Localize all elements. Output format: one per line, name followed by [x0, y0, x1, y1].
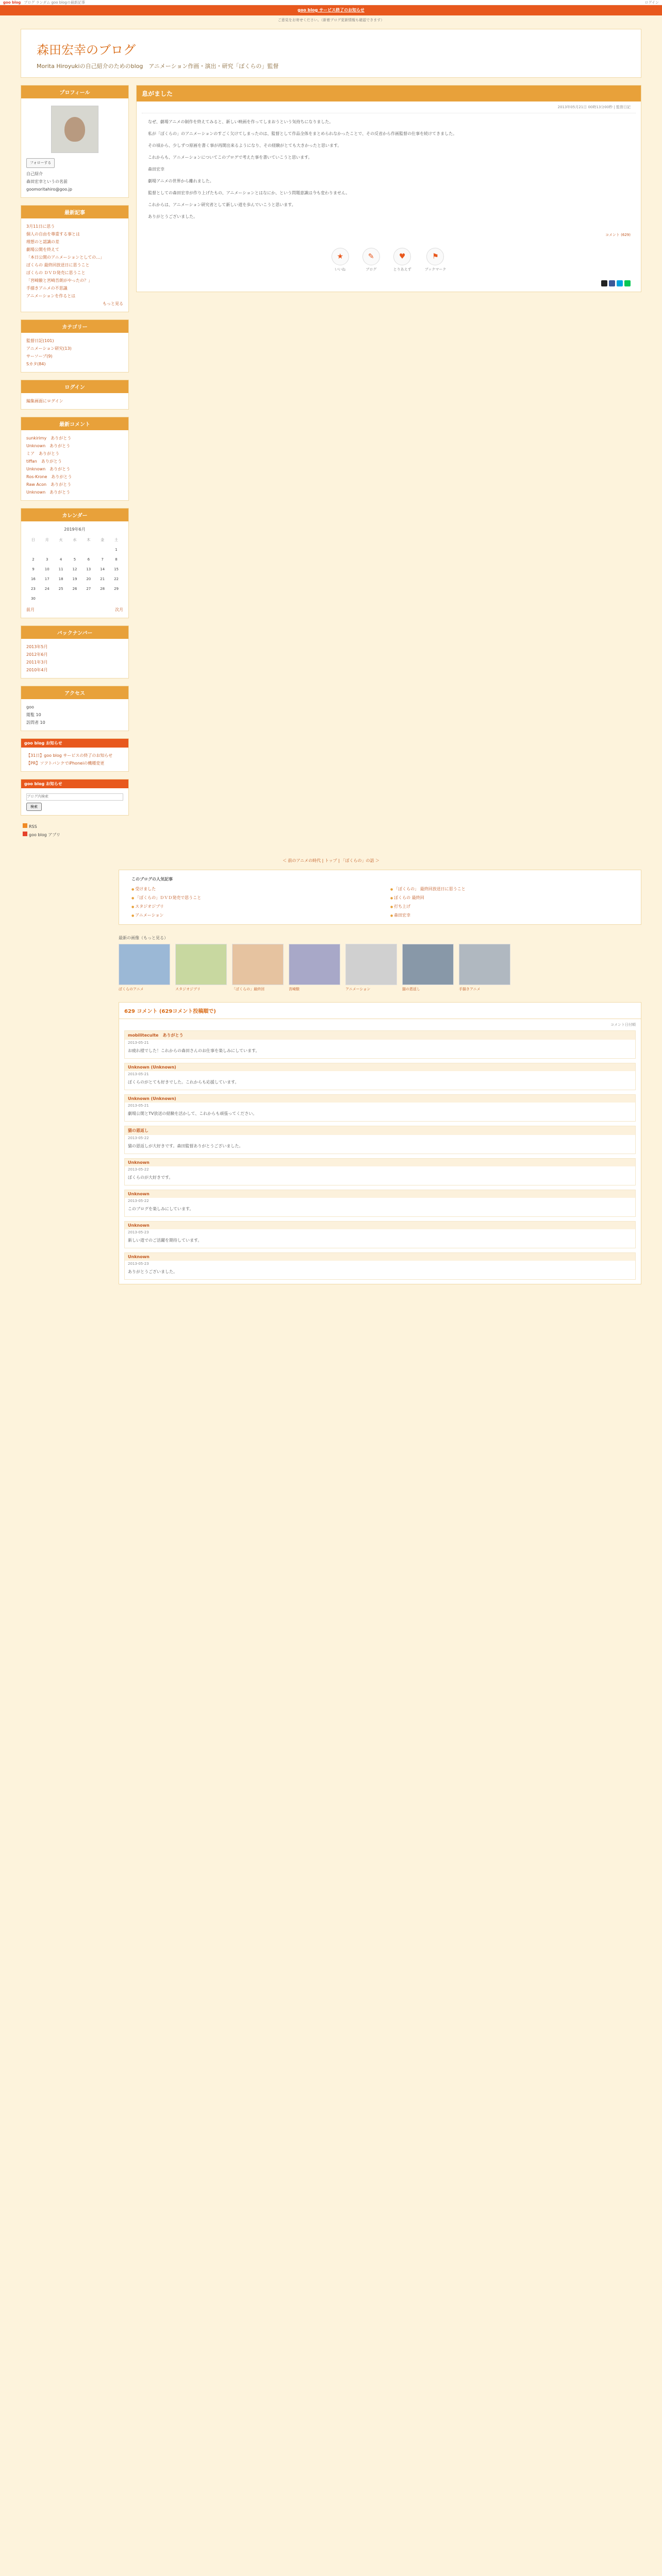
article-paragraph: なぜ、劇場アニメの制作を終えてみると、新しい映画を作ってしまおうという気持ちになりました。: [148, 120, 334, 124]
weekday-label: 金: [101, 538, 105, 542]
thumb-caption: アニメーション: [345, 987, 371, 991]
comment-text: ぼくらのが大好きです。: [128, 1175, 173, 1180]
article-paragraph: その頃から、少しずつ原画を書く事が再開出来るようになり、その経験がとても大きかったと思います。: [148, 143, 342, 148]
calendar-day: 1: [115, 548, 118, 552]
comment-text: ありがとうございました。: [128, 1269, 177, 1274]
share-button[interactable]: [362, 248, 380, 272]
weekday-label: 日: [31, 538, 35, 542]
recent-post-link[interactable]: 個人の自由を尊重する事とは: [26, 232, 80, 236]
popular-thumb[interactable]: [459, 944, 510, 992]
follow-button[interactable]: フォローする: [26, 158, 55, 168]
backnumber-box: [21, 625, 129, 679]
share-buttons: [137, 240, 641, 280]
category-link[interactable]: 監督日記(101): [26, 338, 54, 343]
article-paragraph: 私が「ぼくらの」のアニメーションのすごく欠けてしまったのは、監督として作品全体をまとめられなかったことで、その反省から作画監督の仕事を続けてきました。: [148, 131, 457, 136]
login-heading: ログイン: [21, 380, 128, 393]
weekday-label: 月: [45, 538, 49, 542]
thumb-caption: 手描きアニメ: [459, 987, 481, 991]
share-label: ブックマーク: [424, 267, 446, 272]
thumb-caption: 宮崎駿: [289, 987, 300, 991]
article-meta: 2013年05月21日 00時13分00秒 | 監督日記: [142, 101, 636, 113]
calendar-day: [95, 545, 109, 555]
recent-comments-box: [21, 417, 129, 501]
category-link[interactable]: サーソーブ(9): [26, 354, 53, 359]
x-icon[interactable]: [601, 280, 607, 286]
weekday-label: 木: [87, 538, 91, 542]
comment-author[interactable]: Unknown (Unknown): [125, 1063, 635, 1071]
thumb-caption: 「ぼくらの」最終回: [232, 987, 264, 991]
calendar-day: 4: [59, 557, 62, 562]
comment-text: このブログを楽しみにしています。: [128, 1206, 194, 1211]
share-button[interactable]: [332, 248, 349, 272]
access-heading: アクセス: [21, 686, 128, 699]
calendar-day: [68, 594, 82, 604]
popular-thumb[interactable]: [232, 944, 284, 992]
comment-date: 2013-05-21: [128, 1072, 149, 1076]
comments-section: [119, 1002, 641, 1284]
calendar-heading: カレンダー: [21, 509, 128, 521]
calendar-day: 25: [58, 587, 63, 591]
access-line: 訪問者 10: [26, 720, 45, 725]
calendar-day: 20: [86, 577, 91, 581]
comment-item: [124, 1030, 636, 1059]
comment-author[interactable]: Unknown (Unknown): [125, 1095, 635, 1103]
recent-posts-box: [21, 205, 129, 312]
popular-thumb[interactable]: [402, 944, 454, 992]
share-button[interactable]: [425, 248, 446, 272]
calendar-day: 12: [72, 567, 77, 571]
calendar-day: 15: [114, 567, 119, 571]
popular-thumb[interactable]: [289, 944, 340, 992]
calendar-day: 2: [32, 557, 35, 562]
related-link[interactable]: ● スタジオジブリ: [131, 904, 370, 909]
calendar-day: 27: [86, 587, 91, 591]
thumb-image: [459, 944, 510, 985]
thumb-image: [402, 944, 454, 985]
blog-header: [21, 29, 641, 78]
thumb-caption: 猫の恩返し: [402, 987, 420, 991]
recent-comment-link[interactable]: Raw Acon ありがとう: [26, 482, 72, 487]
calendar-day: 19: [72, 577, 77, 581]
calendar-day: [95, 594, 109, 604]
related-link[interactable]: ● 森田宏幸: [390, 912, 628, 918]
recent-post-link[interactable]: 理想のと認識の差: [26, 240, 59, 244]
recent-post-link[interactable]: ぼくらの ＤＶＤ発売に思うこと: [26, 270, 86, 275]
recent-post-link[interactable]: 劇場公開を終えて: [26, 247, 59, 252]
recent-post-link[interactable]: 「宮崎駿と宮崎吾朗がやったの？」: [26, 278, 92, 283]
weekday-label: 水: [73, 538, 77, 542]
share-icon: ✎: [362, 248, 380, 265]
search-box: [21, 779, 129, 816]
recent-heading: 最新記事: [21, 206, 128, 218]
recent-comment-link[interactable]: sunkirimy ありがとう: [26, 436, 72, 440]
article-body: [137, 113, 641, 230]
comment-text: お疲れ様でした！これからの森田さんのお仕事を楽しみにしています。: [128, 1048, 260, 1053]
calendar-day: [40, 545, 54, 555]
calendar-prev-link[interactable]: 前月: [26, 607, 35, 612]
comment-date: 2013-05-21: [128, 1040, 149, 1045]
comment-date: 2013-05-22: [128, 1136, 149, 1140]
profile-line: 自己紹介: [26, 172, 43, 176]
share-icon: ♥: [393, 248, 411, 265]
thumb-caption: スタジオジブリ: [175, 987, 201, 991]
calendar-day: 23: [30, 587, 36, 591]
recent-post-link[interactable]: 手描きアニメの不思議: [26, 286, 68, 291]
calendar-day: [109, 594, 123, 604]
weekday-label: 火: [59, 538, 63, 542]
comment-date: 2013-05-22: [128, 1167, 149, 1172]
line-icon[interactable]: [624, 280, 631, 286]
avatar: [51, 106, 98, 153]
article-title[interactable]: 息がました: [137, 86, 641, 101]
related-articles: [119, 870, 641, 925]
calendar-day: 21: [100, 577, 105, 581]
related-link[interactable]: ● 「ぼくらの」 最終回放送日に思うこと: [390, 886, 628, 892]
popular-thumb[interactable]: [345, 944, 397, 992]
article-paragraph: これからは、アニメーション研究者として新しい道を歩んでいこうと思います。: [148, 202, 296, 207]
calendar-day: 10: [44, 567, 49, 571]
calendar-day: 13: [86, 567, 91, 571]
calendar-day: 14: [100, 567, 105, 571]
backnumber-link[interactable]: 2013年5月: [26, 645, 48, 649]
thumb-image: [232, 944, 284, 985]
related-link[interactable]: ● 受けました: [131, 886, 370, 892]
ad-heading: goo blog お知らせ: [21, 739, 128, 748]
calendar-day: 6: [87, 557, 90, 562]
backnumber-link[interactable]: 2011年3月: [26, 660, 48, 665]
calendar-table: [26, 535, 123, 604]
thumb-image: [175, 944, 227, 985]
share-label: とりあえず: [393, 267, 411, 272]
rss-icon: [23, 823, 27, 828]
calendar-day: 17: [44, 577, 49, 581]
popular-thumb[interactable]: [175, 944, 227, 992]
comment-text: 劇場公開とTV放送の経験を活かして、これからも頑張ってください。: [128, 1111, 257, 1116]
category-heading: カテゴリー: [21, 320, 128, 333]
ad-link[interactable]: 【31日】goo blog サービスの終了のお知らせ: [26, 753, 113, 758]
calendar-day: [40, 594, 54, 604]
recent-post-link[interactable]: ぼくらの 最終回放送日に思うこと: [26, 263, 90, 267]
share-icon: ⚑: [426, 248, 444, 265]
backnumber-heading: バックナンバー: [21, 626, 128, 639]
comment-date: 2013-05-23: [128, 1261, 149, 1266]
calendar-next-link[interactable]: 次月: [115, 607, 123, 612]
comment-item: [124, 1190, 636, 1217]
access-box: [21, 686, 129, 731]
article-paragraph: これからも、アニメーションについてこのブログで考えた事を書いていこうと思います。: [148, 155, 312, 160]
article-paragraph: 劇場アニメの世界から離れました。: [148, 179, 214, 183]
login-box: [21, 380, 129, 410]
thumb-image: [119, 944, 170, 985]
comment-text: 猫の恩返しが大好きです。森田監督ありがとうございました。: [128, 1143, 243, 1148]
service-notice[interactable]: goo blog サービス終了のお知らせ: [0, 5, 662, 15]
login-link[interactable]: ログイン: [644, 0, 659, 5]
share-button[interactable]: [393, 248, 411, 272]
comment-author[interactable]: mobiliteculte ありがとう: [125, 1031, 635, 1040]
more-link[interactable]: もっと見る: [103, 301, 123, 306]
recent-comment-link[interactable]: Unknown ありがとう: [26, 444, 71, 448]
calendar-day: 7: [101, 557, 104, 562]
recent-post-link[interactable]: 「本日公開のアニメーションとしての...」: [26, 255, 104, 260]
sub-notice: ご意見をお寄せください。（新着ブログ更新情報も確認できます）: [277, 18, 385, 22]
thumb-image: [289, 944, 340, 985]
related-link[interactable]: ● 打ち上げ: [390, 904, 628, 909]
backnumber-link[interactable]: 2012年6月: [26, 652, 48, 657]
calendar-day: 30: [30, 597, 36, 601]
calendar-day: 22: [114, 577, 119, 581]
related-link[interactable]: ● 「ぼくらの」ＤＶＤ発売で思うこと: [131, 895, 370, 901]
recent-comments-heading: 最新コメント: [21, 417, 128, 430]
comment-date: 2013-05-21: [128, 1103, 149, 1108]
calendar-day: 3: [46, 557, 48, 562]
comment-item: [124, 1126, 636, 1154]
ad-box: [21, 738, 129, 772]
share-label: いいね: [335, 267, 346, 272]
comment-date: 2013-05-23: [128, 1230, 149, 1234]
calendar-day: 28: [100, 587, 105, 591]
main-column: [136, 85, 641, 839]
comment-author[interactable]: 猫の恩返し: [125, 1126, 635, 1135]
profile-line: goomoritahiro@goo.jp: [26, 187, 72, 192]
article-paragraph: 監督としての森田宏幸が作り上げたもの、アニメーションとはなにか、という問題意識は今も変わりません。: [148, 191, 350, 195]
thumb-caption: ぼくらのアニメ: [119, 987, 144, 991]
sidebar: [21, 85, 129, 839]
calendar-day: 8: [115, 557, 118, 562]
calendar-day: 29: [114, 587, 119, 591]
related-heading: このブログの人気記事: [131, 876, 173, 882]
calendar-day: [81, 594, 95, 604]
backnumber-link[interactable]: 2010年4月: [26, 668, 48, 672]
edit-login-link[interactable]: 編集画面にログイン: [26, 399, 63, 403]
weekday-label: 土: [114, 538, 119, 542]
calendar-day: [54, 594, 68, 604]
blog-title[interactable]: 森田宏幸のブログ: [37, 43, 136, 57]
share-icon: ★: [332, 248, 349, 265]
calendar-box: [21, 508, 129, 618]
comment-item: [124, 1252, 636, 1280]
pager[interactable]: ＜ 前のアニメの時代 | トップ | 「ぼくらの」の話 ＞: [282, 858, 379, 863]
popular-thumb[interactable]: [119, 944, 170, 992]
ad-link[interactable]: 【PR】ソフトバンクでiPhoneiの機種変更: [26, 761, 105, 766]
recent-post-link[interactable]: アニメーションを作るとは: [26, 294, 76, 298]
blog-search-button[interactable]: 検索: [26, 803, 42, 811]
recent-post-link[interactable]: 3月11日に思う: [26, 224, 55, 229]
access-line: 閲覧 10: [26, 713, 41, 717]
comment-date: 2013-05-22: [128, 1198, 149, 1203]
comment-item: [124, 1063, 636, 1090]
comments-heading: 629 コメント (629コメント投稿順で): [119, 1003, 641, 1019]
category-link[interactable]: アニメーション研究(13): [26, 346, 72, 351]
profile-line: 森田宏幸というの名前: [26, 179, 68, 184]
profile-heading: プロフィール: [21, 86, 128, 98]
profile-box: [21, 85, 129, 198]
comment-author[interactable]: Unknown: [125, 1159, 635, 1166]
category-box: [21, 319, 129, 372]
top-links[interactable]: ブログ ランダム goo blogの最新記事: [24, 0, 85, 5]
blog-search-input[interactable]: [26, 793, 123, 801]
category-link[interactable]: Sカタ(84): [26, 362, 46, 366]
recent-comment-link[interactable]: Ros-Krone ありがとう: [26, 474, 72, 479]
related-link[interactable]: ● ぼくらの 最終回: [390, 895, 628, 901]
related-link[interactable]: ● アニメーション: [131, 912, 370, 918]
comment-author[interactable]: Unknown: [125, 1222, 635, 1229]
comment-item: [124, 1221, 636, 1248]
article-paragraph: ありがとうございました。: [148, 214, 197, 219]
top-bar: [0, 0, 662, 5]
calendar-day: 18: [58, 577, 63, 581]
calendar-day: [68, 545, 82, 555]
rss-link[interactable]: RSS: [23, 823, 127, 831]
comment-text: ぼくらのがとても好きでした。これからも応援しています。: [128, 1079, 239, 1084]
calendar-day: [54, 545, 68, 555]
comment-author[interactable]: Unknown: [125, 1253, 635, 1261]
calendar-day: 11: [58, 567, 63, 571]
hatena-icon[interactable]: [617, 280, 623, 286]
calendar-day: [81, 545, 95, 555]
comment-item: [124, 1094, 636, 1122]
sns-buttons: [137, 280, 641, 286]
comment-author[interactable]: Unknown: [125, 1190, 635, 1198]
article: [136, 85, 641, 292]
toolbar-link[interactable]: goo blog アプリ: [23, 831, 127, 839]
calendar-title: 2019年6月: [64, 527, 86, 532]
popular-heading: 最新の画像（もっと見る）: [119, 935, 168, 940]
app-icon: [23, 832, 27, 836]
goo-brand-link[interactable]: goo blog: [3, 0, 21, 5]
comment-item: [124, 1158, 636, 1185]
calendar-day: 24: [44, 587, 49, 591]
calendar-day: 26: [72, 587, 77, 591]
recent-comment-link[interactable]: ミア ありがとう: [26, 451, 59, 456]
popular-images: [119, 935, 641, 992]
calendar-day: [26, 545, 40, 555]
recent-comment-link[interactable]: Unknown ありがとう: [26, 467, 71, 471]
comments-sort[interactable]: コメント日付順: [610, 1022, 636, 1027]
comment-count-link[interactable]: コメント (629): [605, 233, 631, 237]
blog-description: Morita Hiroyukiの自己紹介のためのblog アニメーション作画・演出・研究「ぼくらの」監督: [37, 63, 279, 70]
article-paragraph: 森田宏幸: [148, 167, 164, 172]
calendar-day: 5: [73, 557, 76, 562]
thumb-image: [345, 944, 397, 985]
recent-comment-link[interactable]: Unknown ありがとう: [26, 490, 71, 495]
facebook-icon[interactable]: [609, 280, 615, 286]
search-heading: goo blog お知らせ: [21, 779, 128, 788]
comment-text: 新しい道でのご活躍を期待しています。: [128, 1238, 202, 1243]
recent-comment-link[interactable]: tiffan ありがとう: [26, 459, 62, 464]
share-label: ブログ: [366, 267, 377, 272]
calendar-day: 9: [32, 567, 35, 571]
calendar-day: 16: [30, 577, 36, 581]
access-line: goo: [26, 705, 34, 709]
